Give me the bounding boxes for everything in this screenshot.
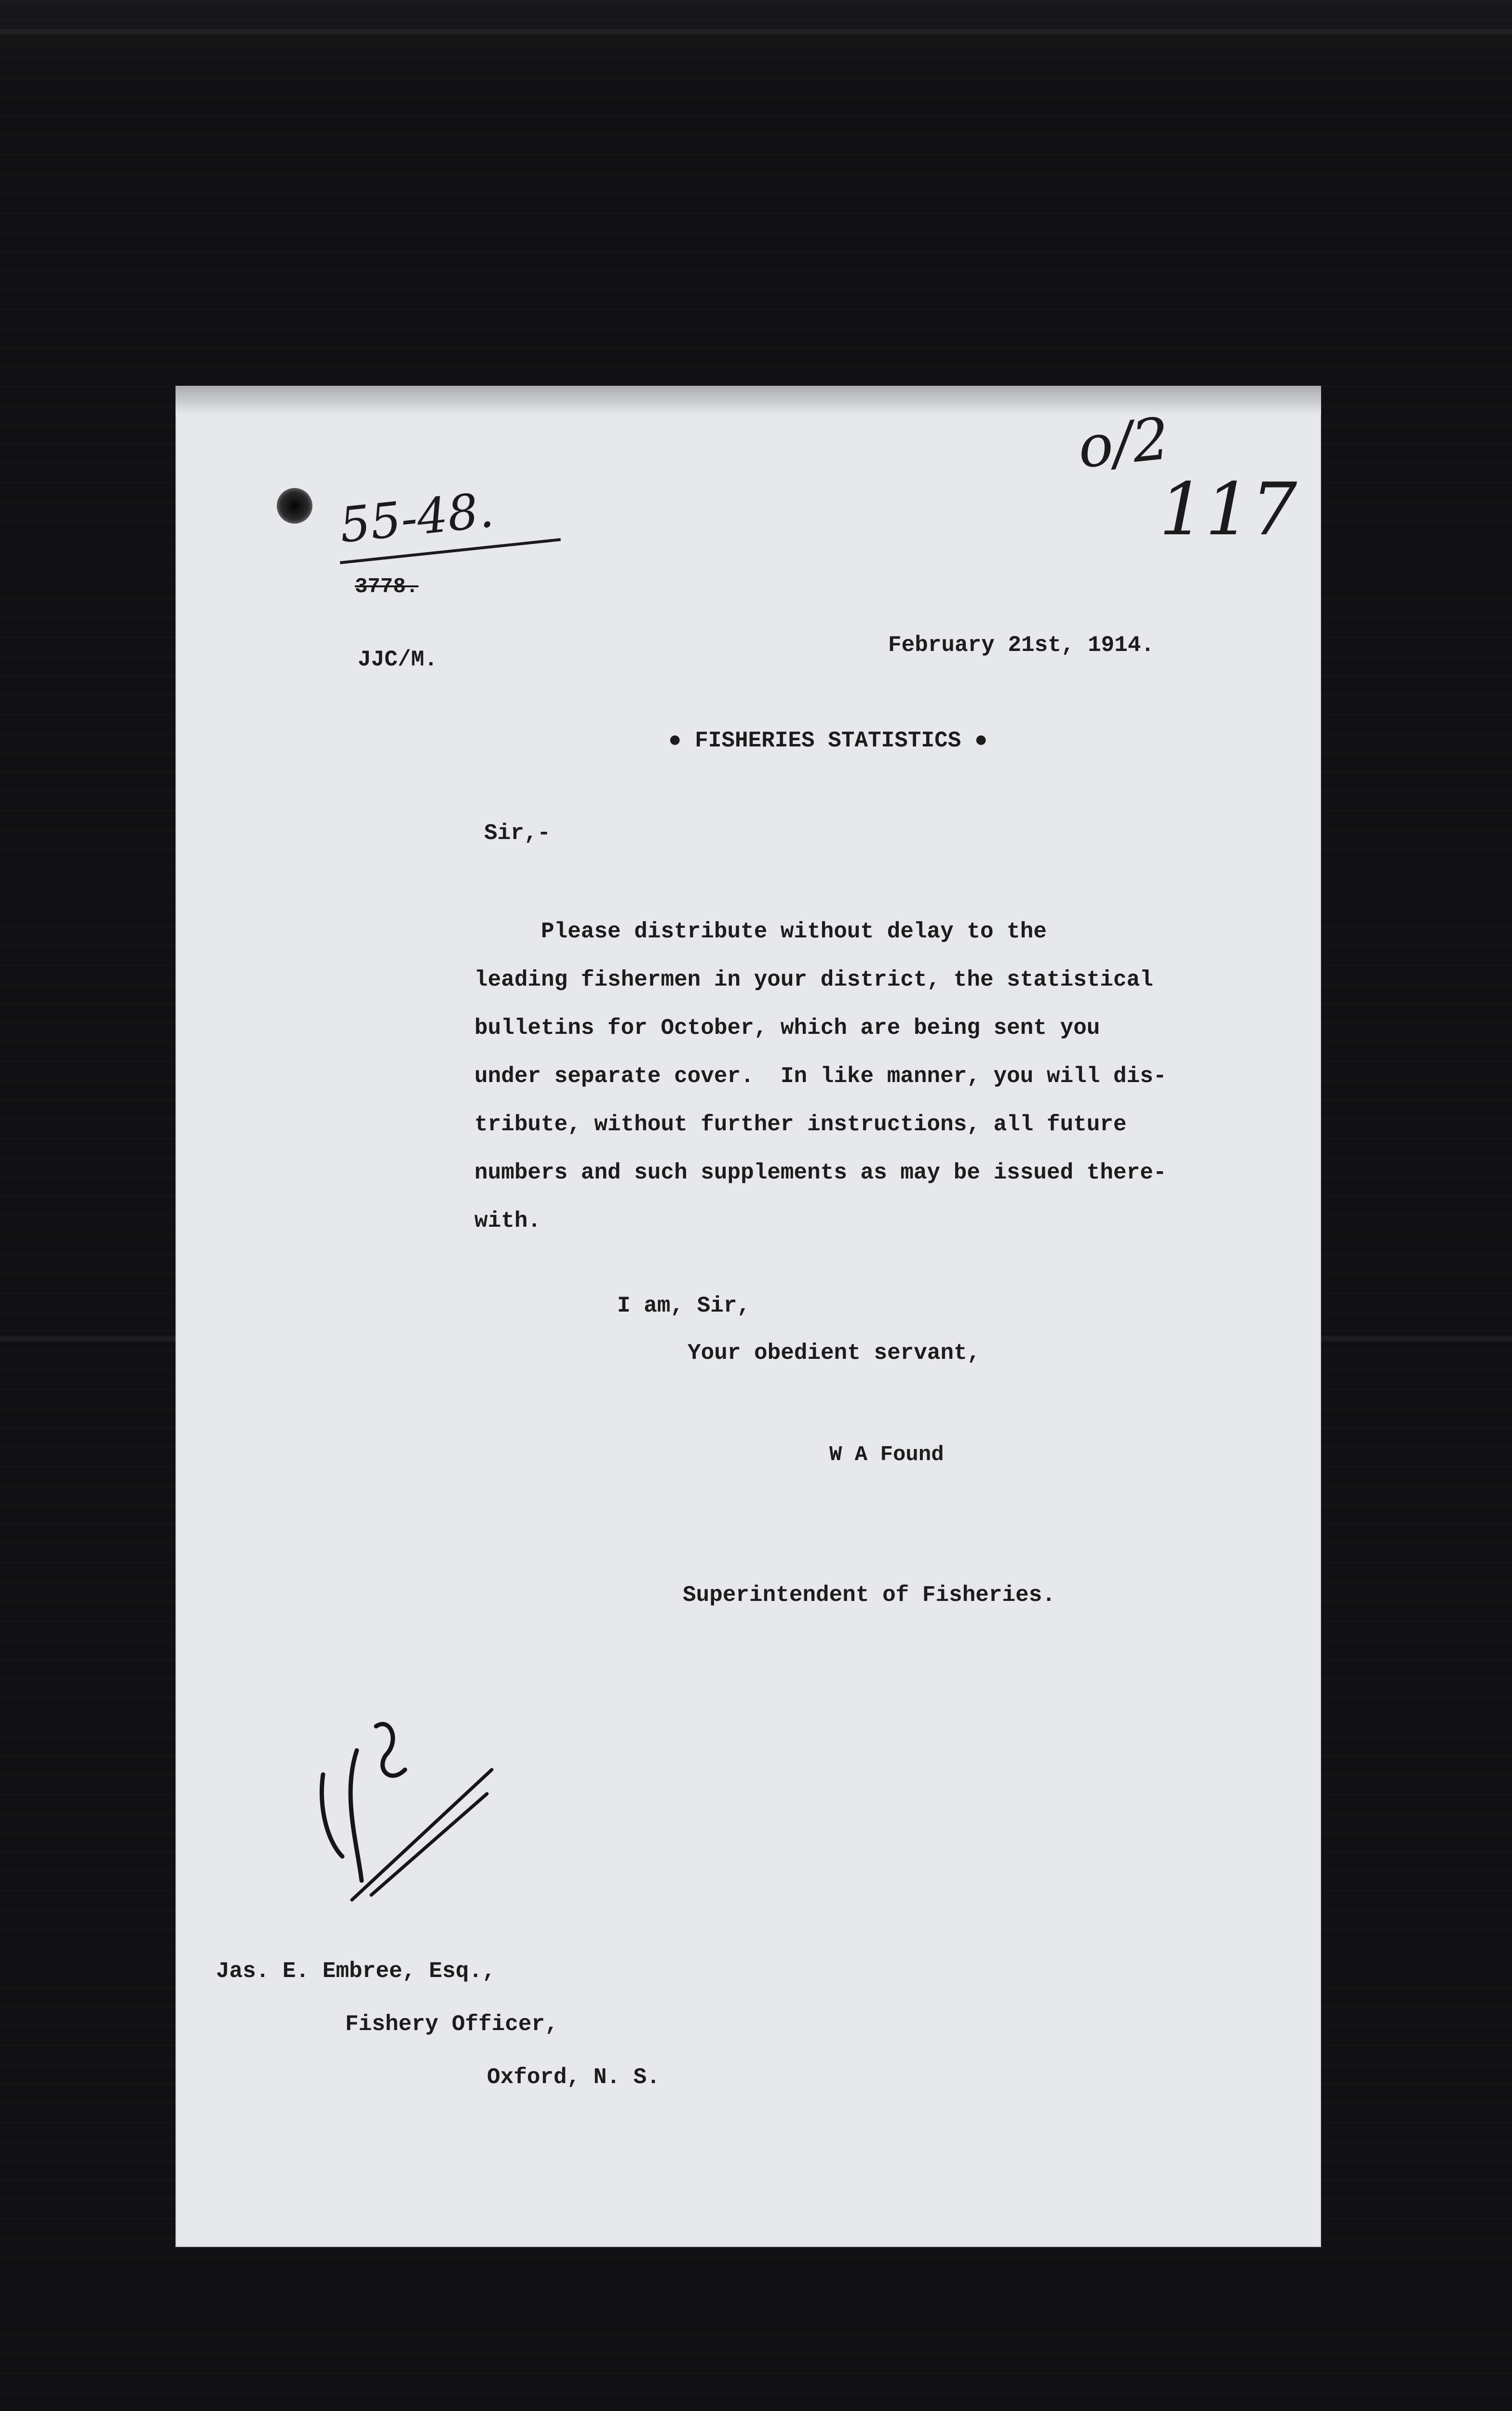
- signatory-name: W A Found: [829, 1443, 944, 1467]
- initials: JJC/M.: [358, 647, 438, 672]
- body-line: Please distribute without delay to the: [474, 919, 1047, 944]
- film-band-top: [0, 29, 1512, 35]
- letter-page: [176, 386, 1321, 2247]
- closing-line-2: Your obedient servant,: [688, 1341, 981, 1366]
- file-reference-handwritten: 55-48.: [337, 481, 497, 554]
- folio-number: 117: [1159, 468, 1297, 552]
- addressee-place: Oxford, N. S.: [487, 2065, 660, 2090]
- folio-mark-top-right: o/2: [1075, 405, 1173, 482]
- subject-line: ● FISHERIES STATISTICS ●: [668, 728, 988, 753]
- body-line: bulletins for October, which are being sent you: [474, 1016, 1100, 1041]
- closing-line-1: I am, Sir,: [617, 1293, 751, 1318]
- letter-body: [474, 908, 1294, 1245]
- salutation: Sir,-: [484, 821, 551, 846]
- signatory-title: Superintendent of Fisheries.: [683, 1583, 1055, 1608]
- addressee-position: Fishery Officer,: [345, 2012, 558, 2037]
- body-line: leading fishermen in your district, the statistical: [474, 967, 1153, 992]
- body-line: with.: [474, 1208, 541, 1233]
- body-line: under separate cover. In like manner, you will dis-: [474, 1064, 1167, 1089]
- letter-date: February 21st, 1914.: [888, 633, 1155, 658]
- addressee-name: Jas. E. Embree, Esq.,: [216, 1959, 496, 1984]
- body-line: tribute, without further instructions, all future: [474, 1112, 1127, 1137]
- handwritten-initials-mark: [304, 1697, 506, 1910]
- punch-hole: [277, 488, 312, 524]
- file-number-struck: 3778.: [355, 575, 419, 599]
- body-line: numbers and such supplements as may be issued there-: [474, 1160, 1167, 1185]
